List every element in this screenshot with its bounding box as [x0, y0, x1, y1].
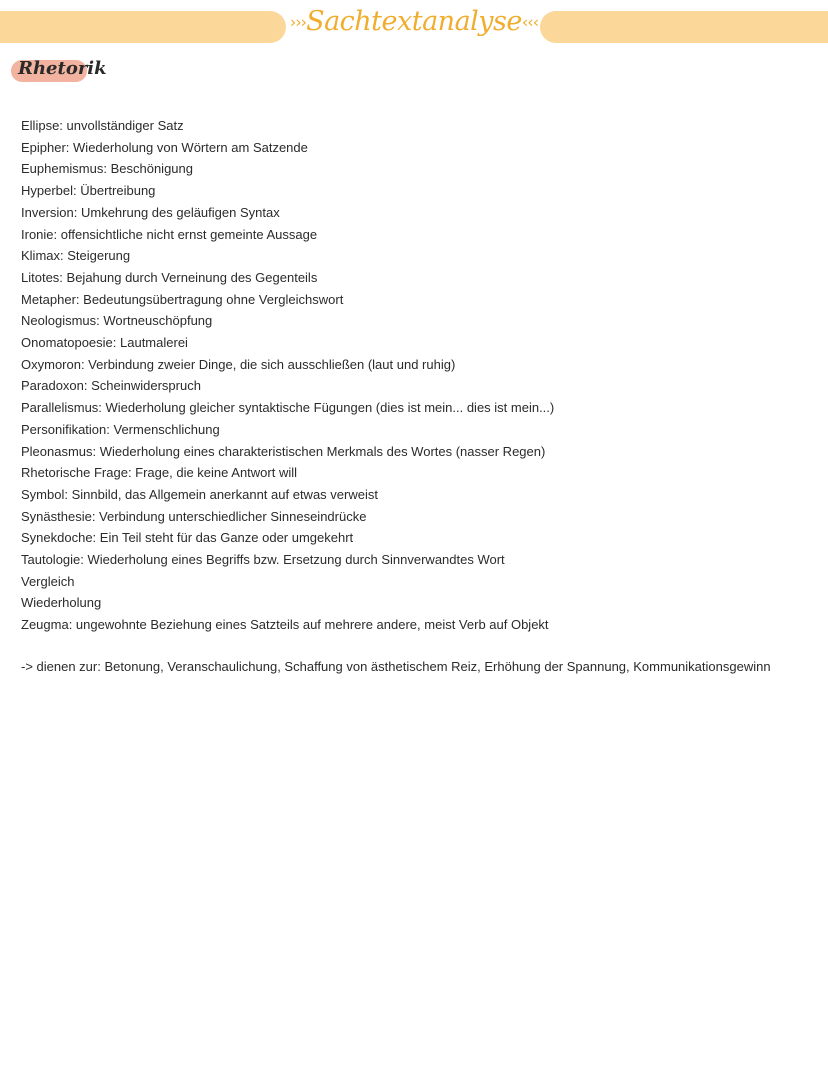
term-item: Zeugma: ungewohnte Beziehung eines Satzteils auf mehrere andere, meist Verb auf Objekt	[21, 617, 549, 633]
term-item: Synekdoche: Ein Teil steht für das Ganze oder umgekehrt	[21, 530, 354, 546]
term-item: Parallelismus: Wiederholung gleicher syntaktische Fügungen (dies ist mein... dies ist mein...)	[21, 400, 555, 416]
conclusion-text: -> dienen zur: Betonung, Veranschaulichung, Schaffung von ästhetischem Reiz, Erhöhung der Spannung, Kommunikationsgewinn	[21, 659, 771, 674]
term-item: Inversion: Umkehrung des geläufigen Syntax	[21, 204, 280, 220]
term-item: Tautologie: Wiederholung eines Begriffs bzw. Ersetzung durch Sinnverwandtes Wort	[21, 552, 505, 568]
section-heading	[11, 55, 107, 83]
page-title	[284, 2, 544, 43]
term-item: Klimax: Steigerung	[21, 248, 131, 264]
term-item: Ellipse: unvollständiger Satz	[21, 118, 184, 133]
rhetoric-term-list	[21, 115, 811, 636]
term-item: Metapher: Bedeutungsübertragung ohne Vergleichswort	[21, 291, 344, 307]
term-item: Epipher: Wiederholung von Wörtern am Satzende	[21, 139, 308, 155]
header-banner-right	[540, 11, 828, 43]
term-item: Vergleich	[21, 573, 75, 589]
term-item: Euphemismus: Beschönigung	[21, 161, 193, 177]
section-heading-label: Rhetorik	[18, 58, 107, 79]
term-item: Neologismus: Wortneuschöpfung	[21, 313, 213, 329]
title-arrows-right: ‹‹‹	[521, 12, 539, 32]
term-item: Litotes: Bejahung durch Verneinung des Gegenteils	[21, 269, 318, 285]
term-item: Paradoxon: Scheinwiderspruch	[21, 378, 201, 394]
header-banner-left	[0, 11, 286, 43]
term-item: Hyperbel: Übertreibung	[21, 183, 156, 199]
title-arrows-left: ›››	[289, 12, 307, 32]
term-item: Symbol: Sinnbild, das Allgemein anerkannt auf etwas verweist	[21, 486, 378, 502]
term-item: Pleonasmus: Wiederholung eines charakteristischen Merkmals des Wortes (nasser Regen)	[21, 443, 546, 459]
term-item: Synästhesie: Verbindung unterschiedlicher Sinneseindrücke	[21, 508, 367, 524]
term-item: Ironie: offensichtliche nicht ernst gemeinte Aussage	[21, 226, 318, 242]
title-text: Sachtextanalyse	[306, 6, 522, 37]
term-item: Onomatopoesie: Lautmalerei	[21, 335, 188, 351]
term-item: Personifikation: Vermenschlichung	[21, 421, 220, 437]
term-item: Rhetorische Frage: Frage, die keine Antwort will	[21, 465, 298, 481]
term-item: Wiederholung	[21, 595, 102, 611]
term-item: Oxymoron: Verbindung zweier Dinge, die sich ausschließen (laut und ruhig)	[21, 356, 456, 372]
